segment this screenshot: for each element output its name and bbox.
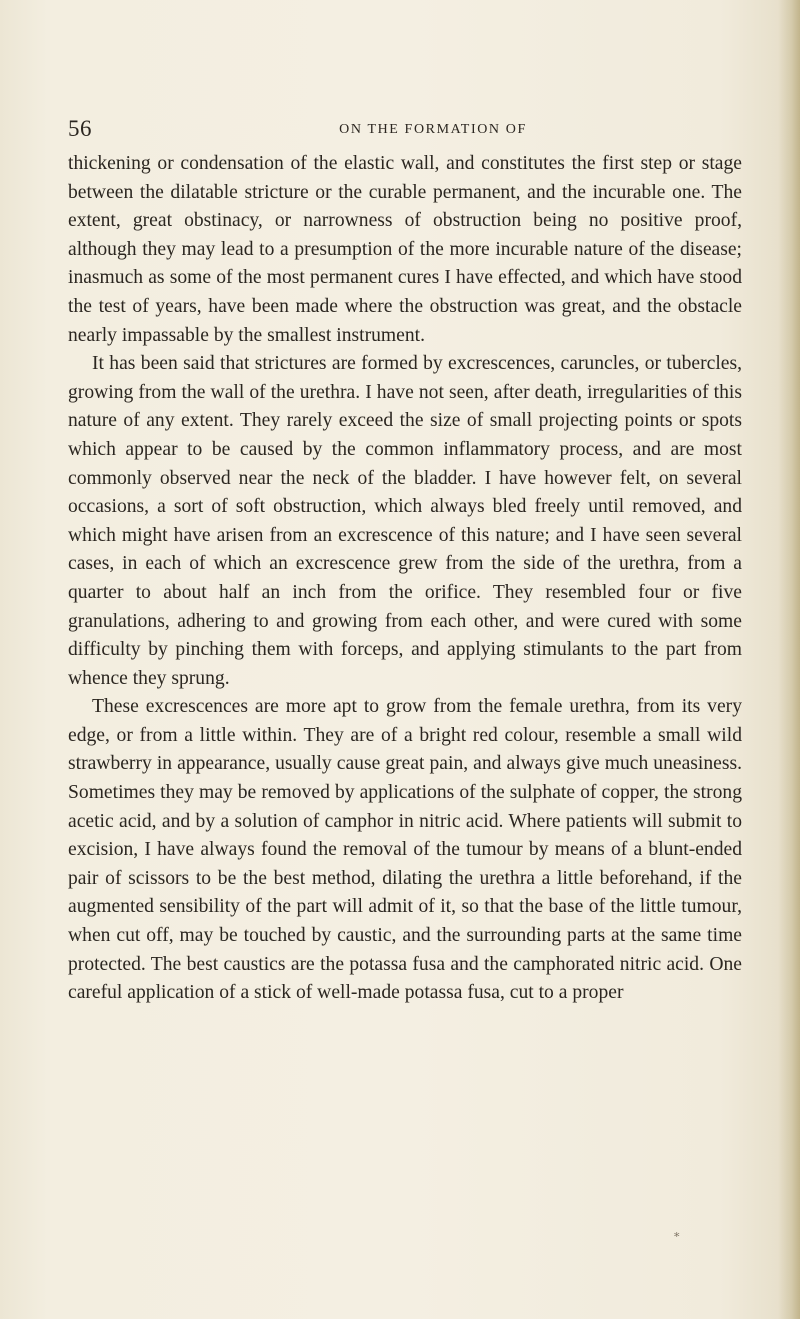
body-text — [68, 150, 742, 1008]
ink-mark: ∗ — [673, 1229, 681, 1241]
paragraph-3: These excrescences are more apt to grow from the female urethra, from its very edge, or from a little within. They are of a bright red colour, resemble a small wild strawberry in appearance, usually cause great pain, and always give much uneasiness. Sometimes they may be removed by applications of the sulphate of copper, the strong acetic acid, and by a solution of camphor in nitric acid. Where patients will submit to excision, I have always found the removal of the tumour by means of a blunt-ended pair of scissors to be the best method, dilating the urethra a little beforehand, if the augmented sensibility of the part will admit of it, so that the base of the little tumour, when cut off, may be touched by caustic, and the surrounding parts at the same time protected. The best caustics are the potassa fusa and the camphorated nitric acid. One careful application of a stick of well-made potassa fusa, cut to a proper — [68, 696, 742, 1004]
page-edge-shadow — [778, 0, 800, 1319]
running-title: ON THE FORMATION OF — [339, 122, 527, 137]
page-header — [68, 116, 738, 146]
page-number: 56 — [68, 116, 92, 141]
paragraph-1: thickening or condensation of the elastic wall, and constitutes the first step or stage between the dilatable stricture or the curable permanent, and the incurable one. The extent, great obstinacy, or narrowness of obstruction being no positive proof, although they may lead to a presumption of the more incurable nature of the disease; inasmuch as some of the most permanent cures I have effected, and which have stood the test of years, have been made where the obstruction was great, and the obstacle nearly impassable by the smallest instrument. — [68, 153, 742, 346]
paragraph-2: It has been said that strictures are formed by excrescences, caruncles, or tubercles, growing from the wall of the urethra. I have not seen, after death, irregularities of this nature of any extent. They rarely exceed the size of small projecting points or spots which appear to be caused by the common inflammatory process, and are most commonly observed near the neck of the bladder. I have however felt, on several occasions, a sort of soft obstruction, which always bled freely until removed, and which might have arisen from an excrescence of this nature; and I have seen several cases, in each of which an excrescence grew from the side of the urethra, from a quarter to about half an inch from the orifice. They resembled four or five granulations, adhering to and growing from each other, and were cured with some difficulty by pinching them with forceps, and applying stimulants to the part from whence they sprung. — [68, 353, 742, 689]
